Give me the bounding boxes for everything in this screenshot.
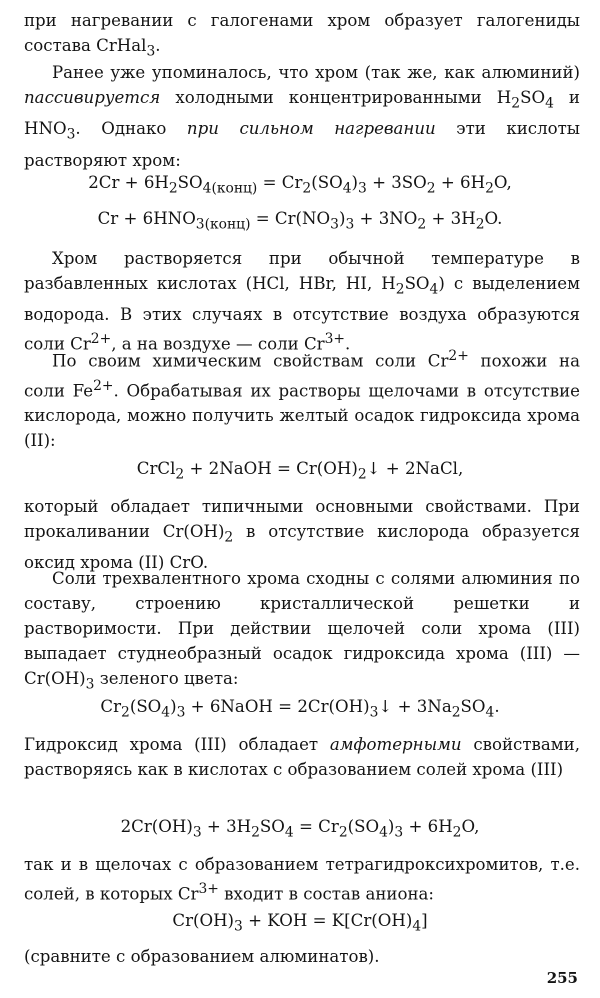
paragraph: Хром растворяется при обычной температуре в разбавленных кислотах (HCl, HBr, HI, $H_2SO_4$) с выделением водорода. В этих случаях в отсутствие воздуха образуются соли $Cr^{2+}$, а на воздухе — соли $Cr^{3+}$. (24, 249, 580, 354)
equation: $2Cr(OH)_3 + 3H_2SO_4 = Cr_2(SO_4)_3 + 6H_2O$, (120, 817, 480, 841)
equation: $Cr(OH)_3$ + KOH = $K[Cr(OH)_4]$ (172, 911, 428, 935)
page-number: 255 (546, 969, 578, 987)
paragraph: который обладает типичными основными свойствами. При прокаливании $Cr(OH)_2$ в отсутствие кислорода образуется оксид хрома (II) CrO. (24, 497, 580, 573)
paragraph: Гидроксид хрома (III) обладает амфотерными свойствами, растворяясь как в кислотах с образованием солей хрома (III) (24, 735, 580, 779)
paragraph: Ранее уже упоминалось, что хром (так же, как алюминий) пассивируется холодными концентрированными $H_2SO_4$ и $HNO_3$. Однако при сильном нагревании эти кислоты растворяют хром: (24, 63, 580, 170)
paragraph: По своим химическим свойствам соли $Cr^{2+}$ похожи на соли $Fe^{2+}$. Обрабатывая их растворы щелочами в отсутствие кислорода, можно получить желтый осадок гидроксида хрома (II): (24, 348, 580, 451)
paragraph: при нагревании с галогенами хром образует галогениды состава CrHal$_3$. (24, 11, 580, 60)
equation: CrCl$_2$ + 2NaOH = $Cr(OH)_2↓$ + 2NaCl, (136, 459, 464, 483)
paragraph: Соли трехвалентного хрома сходны с солями алюминия по составу, строению кристаллической решетки и растворимости. При действии щелочей соли хрома (III) выпадает студнеобразный осадок гидроксида хрома (III) — $Cr(OH)_3$ зеленого цвета: (24, 569, 580, 693)
paragraph: так и в щелочах с образованием тетрагидроксихромитов, т.е. солей, в которых $Cr^{3+}$ входит в состав аниона: (24, 855, 580, 904)
equation: $Cr_2(SO_4)_3$ + 6NaOH = $2Cr(OH)_3↓ + 3Na_2SO_4$. (100, 697, 500, 721)
equation: $2Cr + 6H_2SO_{4(конц)} = Cr_2(SO_4)_3 + 3SO_2 + 6H_2O$, (88, 173, 512, 197)
paragraph: (сравните с образованием алюминатов). (24, 947, 380, 966)
equation: $Cr + 6HNO_{3(конц)} = Cr(NO_3)_3 + 3NO_2 + 3H_2O$. (97, 209, 503, 233)
